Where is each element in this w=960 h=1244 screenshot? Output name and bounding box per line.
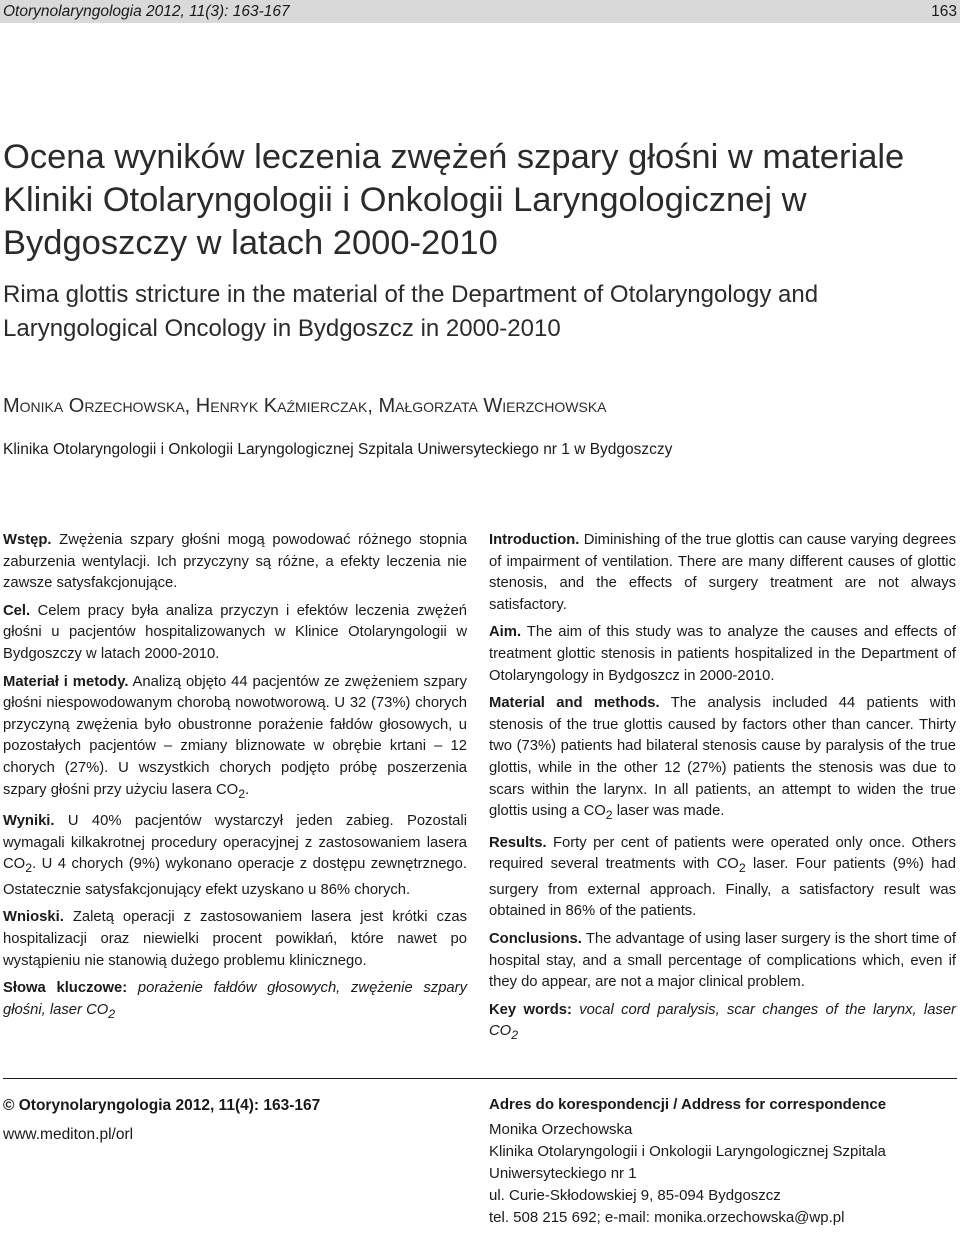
- abstract-en-keywords: [489, 1000, 956, 1047]
- subscript: 2: [25, 861, 33, 876]
- section-text: laser. Four patients (9%) had surgery from external approach. Finally, a satisfactory result was obtained in 86% of the patients.: [489, 856, 956, 920]
- journal-reference: Otorynolaryngologia 2012, 11(4): 163‑167: [18, 1097, 321, 1114]
- abstract-en-methods: [489, 693, 956, 827]
- section-text: Analizą objęto 44 pacjentów ze zwężeniem szpary głośni niespowodowanym chorobą nowotworową. U 32 (73%) chorych przyczyną zwężenia było obustronne porażenie fałdów głosowych, u pozostałych pacjentów – zmiany bliznowate w obrębie krtani – 12 chorych (27%). U wszystkich chorych podjęto próbę poszerzenia szpary głośni przy użyciu lasera CO: [3, 673, 468, 798]
- section-label: Wnioski.: [3, 909, 64, 926]
- abstract-polish: [3, 530, 467, 1031]
- keywords-text: porażenie fałdów głosowych, zwężenie szpary głośni, laser CO: [3, 980, 467, 1018]
- running-header: [0, 0, 960, 23]
- affiliation: Klinika Otolaryngologii i Onkologii Laryngologicznej Szpitala Uniwersyteckiego nr 1 w Bydgoszczy: [3, 441, 673, 458]
- abstract-pl-keywords: [3, 978, 467, 1025]
- copyright-line: [3, 1094, 463, 1118]
- abstract-pl-aim: [3, 601, 467, 666]
- section-text: Zaletą operacji z zastosowaniem lasera jest krótki czas hospitalizacji oraz niewielki procent powikłań, które nawet po wystąpieniu nie stanowią dużego problemu klinicznego.: [3, 909, 467, 969]
- section-label: Introduction.: [489, 532, 580, 548]
- correspondence-street: ul. Curie‑Skłodowskiej 9, 85‑094 Bydgoszcz: [489, 1187, 781, 1204]
- section-label: Conclusions.: [489, 931, 582, 947]
- abstract-en-results: [489, 833, 956, 923]
- section-text: Forty per cent of patients were operated only once. Others required several treatments with CO: [489, 834, 956, 873]
- correspondence-name: Monika Orzechowska: [489, 1121, 633, 1138]
- title-english: Rima glottis stricture in the material of the Department of Otolaryngology and Laryngological Oncology in Bydgoszcz in 2000‑2010: [3, 281, 819, 342]
- keywords-label: Key words:: [489, 1001, 572, 1018]
- section-text: The analysis included 44 patients with stenosis of the true glottis caused by factors other than cancer. Thirty two (73%) patients had bilateral stenosis cause by paralysis of the true glottis, while in the other 12 (27%) patients the stenosis was due to scars within the larynx. In all patients, an attempt to widen the true glottis using a CO: [489, 695, 957, 820]
- correspondence-institution: Klinika Otolaryngologii i Onkologii Laryngologicznej Szpitala Uniwersyteckiego nr 1: [489, 1143, 886, 1182]
- section-text: laser was made.: [612, 803, 725, 820]
- abstract-pl-methods: [3, 672, 467, 806]
- copyright-icon: ©: [3, 1097, 15, 1114]
- title-polish: Ocena wyników leczenia zwężeń szpary głośni w materiale Kliniki Otolaryngologii i Onkologii Laryngologicznej w Bydgoszczy w latach 2000‑2010: [3, 138, 905, 262]
- abstract-en-introduction: [489, 530, 956, 616]
- section-label: Wstęp.: [3, 532, 52, 548]
- subscript: 2: [238, 786, 246, 801]
- section-label: Material and methods.: [489, 695, 660, 712]
- journal-footer: [3, 1094, 463, 1147]
- author-list: Monika Orzechowska, Henryk Kaźmierczak, Małgorzata Wierzchowska: [3, 395, 607, 417]
- section-text: The advantage of using laser surgery is the short time of hospital stay, and a small percentage of complications which, even if they do appear, are not a major clinical problem.: [489, 931, 957, 991]
- correspondence-heading: Adres do korespondencji / Address for correspondence: [489, 1096, 887, 1113]
- section-text: Diminishing of the true glottis can cause varying degrees of impairment of ventilation. There are many different causes of glottic stenosis, and the effects of surgery treatment are not always satisfactory.: [489, 532, 956, 613]
- abstract-pl-conclusions: [3, 907, 467, 972]
- subscript: 2: [738, 861, 746, 876]
- subscript: 2: [605, 808, 613, 823]
- section-label: Results.: [489, 834, 547, 851]
- abstract-pl-results: [3, 811, 467, 901]
- subscript: 2: [108, 1006, 116, 1021]
- section-text: .: [245, 781, 250, 798]
- correspondence-block: [489, 1094, 956, 1229]
- keywords-label: Słowa kluczowe:: [3, 980, 128, 997]
- footer-divider: [3, 1078, 957, 1079]
- abstract-english: [489, 530, 956, 1053]
- abstract-en-aim: [489, 622, 956, 687]
- section-label: Materiał i metody.: [3, 673, 129, 690]
- keywords-text: vocal cord paralysis, scar changes of the larynx, laser CO: [489, 1001, 956, 1040]
- correspondence-contact: tel. 508 215 692; e‑mail: monika.orzechowska@wp.pl: [489, 1209, 845, 1226]
- section-text: Zwężenia szpary głośni mogą powodować różnego stopnia zaburzenia wentylacji. Ich przyczyny są różne, a efekty leczenia nie zawsze satysfakcjonujące.: [3, 532, 467, 592]
- journal-url[interactable]: www.mediton.pl/orl: [3, 1126, 134, 1143]
- section-text: U 40% pacjentów wystarczył jeden zabieg. Pozostali wymagali kilkakrotnej procedury operacyjnej z zastosowaniem lasera CO: [3, 813, 467, 873]
- subscript: 2: [511, 1028, 519, 1043]
- journal-citation: Otorynolaryngologia 2012, 11(3): 163-167: [3, 3, 290, 20]
- section-label: Cel.: [3, 602, 31, 619]
- section-label: Wyniki.: [3, 813, 55, 830]
- abstract-pl-introduction: [3, 530, 467, 595]
- section-text: . U 4 chorych (9%) wykonano operacje z dostępu zewnętrznego. Ostatecznie satysfakcjonujący efekt uzyskano u 86% chorych.: [3, 856, 467, 898]
- section-text: Celem pracy była analiza przyczyn i efektów leczenia zwężeń głośni u pacjentów hospitalizowanych w Klinice Otolaryngologii w Bydgoszczy w latach 2000‑2010.: [3, 602, 467, 662]
- section-text: The aim of this study was to analyze the causes and effects of treatment glottic stenosis in patients hospitalized in the Department of Otolaryngology in Bydgoszcz in 2000‑2010.: [489, 624, 957, 684]
- page-number: 163: [931, 3, 957, 20]
- abstract-en-conclusions: [489, 929, 956, 994]
- section-label: Aim.: [489, 624, 522, 641]
